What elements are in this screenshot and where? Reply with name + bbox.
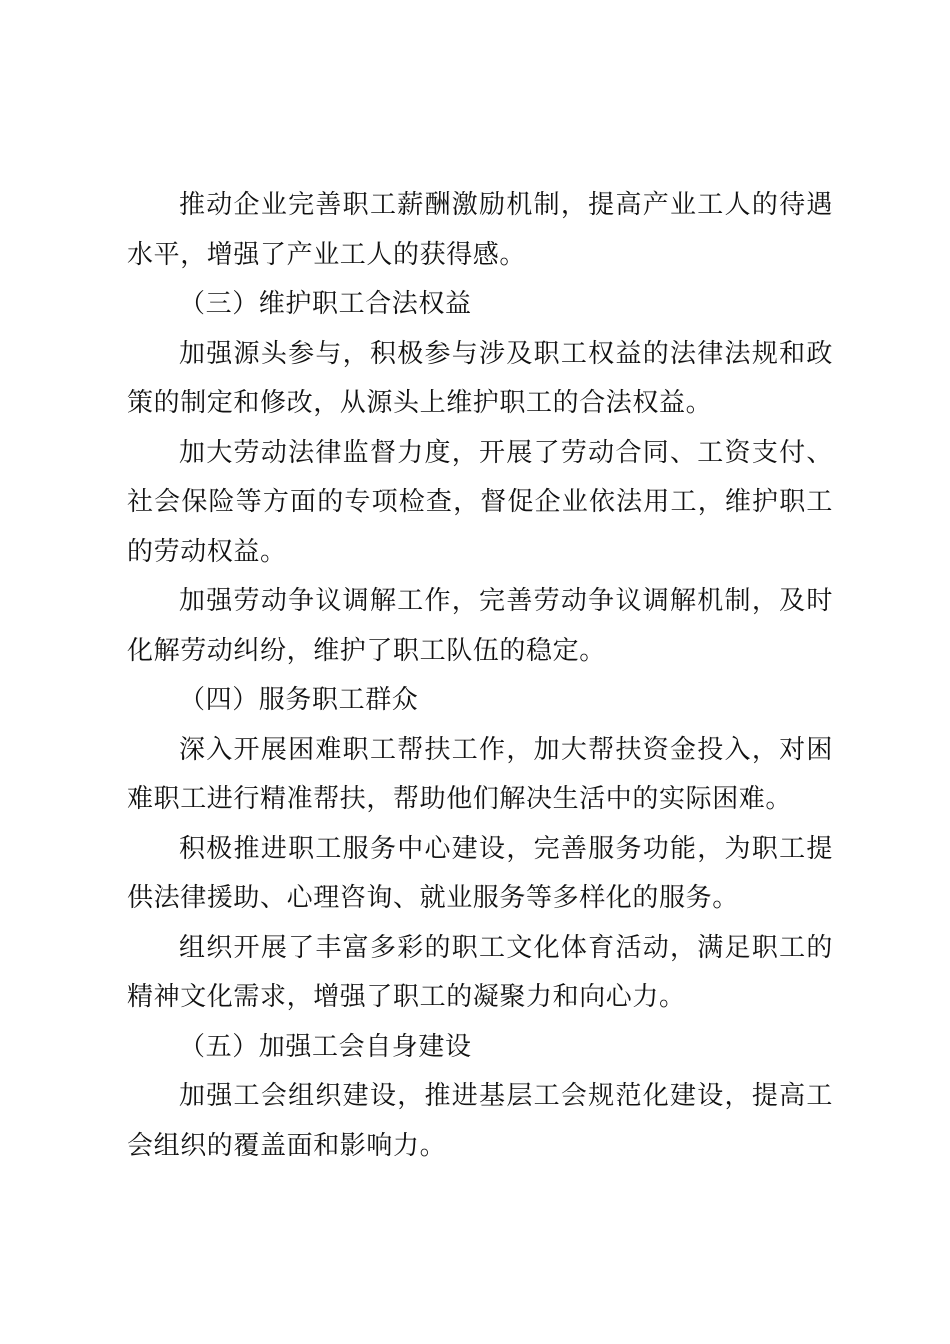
paragraph-culture-sports: 组织开展了丰富多彩的职工文化体育活动，满足职工的精神文化需求，增强了职工的凝聚力和向心力。: [127, 932, 833, 1012]
section-heading-5: （五）加强工会自身建设: [179, 1031, 472, 1062]
paragraph-salary-incentive: 推动企业完善职工薪酬激励机制，提高产业工人的待遇水平，增强了产业工人的获得感。: [127, 190, 833, 270]
section-heading-4: （四）服务职工群众: [179, 685, 419, 715]
paragraph-source-participation: 加强源头参与，积极参与涉及职工权益的法律法规和政策的制定和修改，从源头上维护职工的合法权益。: [127, 338, 833, 418]
section-heading-3: （三）维护职工合法权益: [179, 289, 472, 319]
paragraph-labor-supervision: 加大劳动法律监督力度，开展了劳动合同、工资支付、社会保险等方面的专项检查，督促企业依法用工，维护职工的劳动权益。: [127, 437, 833, 567]
paragraph-dispute-mediation: 加强劳动争议调解工作，完善劳动争议调解机制，及时化解劳动纠纷，维护了职工队伍的稳定。: [127, 586, 833, 666]
paragraph-hardship-assistance: 深入开展困难职工帮扶工作，加大帮扶资金投入，对困难职工进行精准帮扶，帮助他们解决生活中的实际困难。: [127, 734, 833, 814]
paragraph-organization-building: 加强工会组织建设，推进基层工会规范化建设，提高工会组织的覆盖面和影响力。: [127, 1081, 833, 1161]
document-body: [127, 181, 833, 1171]
paragraph-service-center: 积极推进职工服务中心建设，完善服务功能，为职工提供法律援助、心理咨询、就业服务等多样化的服务。: [127, 833, 833, 913]
